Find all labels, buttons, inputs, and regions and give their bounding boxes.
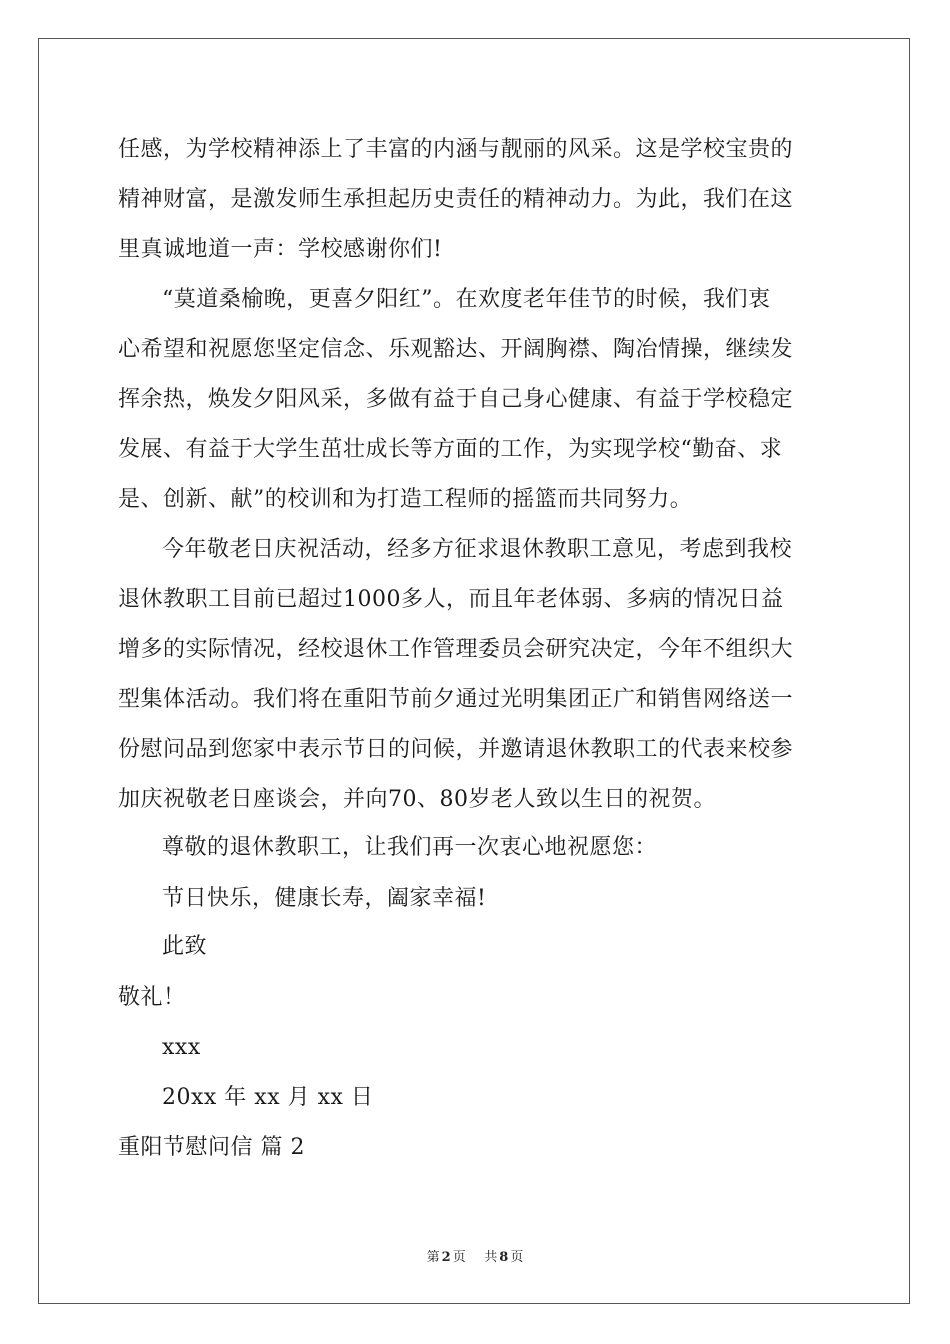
page-footer bbox=[0, 1246, 950, 1265]
body-line-13: 份慰问品到您家中表示节日的问候，并邀请退休教职工的代表来校参 bbox=[118, 737, 794, 762]
body-line-14: 加庆祝敬老日座谈会，并向70、80岁老人致以生日的祝贺。 bbox=[118, 787, 716, 812]
page-border bbox=[38, 38, 910, 1304]
body-line-6: 挥余热，焕发夕阳风采，多做有益于自己身心健康、有益于学校稳定 bbox=[118, 387, 794, 412]
footer-total-prefix: 共 bbox=[484, 1250, 498, 1265]
body-line-12: 型集体活动。我们将在重阳节前夕通过光明集团正广和销售网络送一 bbox=[118, 687, 794, 712]
body-line-9: 今年敬老日庆祝活动，经多方征求退休教职工意见，考虑到我校 bbox=[162, 537, 793, 562]
footer-page-current: 2 bbox=[441, 1250, 451, 1265]
footer-total-pages: 8 bbox=[499, 1250, 509, 1265]
signature-date: 20xx 年 xx 月 xx 日 bbox=[162, 1085, 374, 1110]
body-line-8: 是、创新、献”的校训和为打造工程师的摇篮而共同努力。 bbox=[118, 487, 693, 512]
body-line-11: 增多的实际情况，经校退休工作管理委员会研究决定，今年不组织大 bbox=[118, 637, 794, 662]
footer-total-suffix: 页 bbox=[510, 1250, 524, 1265]
footer-page-suffix: 页 bbox=[452, 1250, 466, 1265]
body-line-16: 节日快乐，健康长寿，阖家幸福! bbox=[162, 886, 487, 911]
body-line-4: “莫道桑榆晚，更喜夕阳红”。在欢度老年佳节的时候，我们衷 bbox=[162, 287, 771, 312]
section-heading: 重阳节慰问信 篇 2 bbox=[118, 1135, 305, 1160]
closing-respect: 敬礼！ bbox=[118, 985, 186, 1010]
body-line-2: 精神财富，是激发师生承担起历史责任的精神动力。为此，我们在这 bbox=[118, 187, 794, 212]
body-line-15: 尊敬的退休教职工，让我们再一次衷心地祝愿您： bbox=[162, 835, 658, 860]
closing-salutation: 此致 bbox=[162, 934, 208, 959]
body-line-5: 心希望和祝愿您坚定信念、乐观豁达、开阔胸襟、陶冶情操，继续发 bbox=[118, 337, 794, 362]
body-line-10: 退休教职工目前已超过1000多人，而且年老体弱、多病的情况日益 bbox=[118, 587, 784, 612]
footer-page-prefix: 第 bbox=[426, 1250, 440, 1265]
body-line-1: 任感，为学校精神添上了丰富的内涵与靓丽的风采。这是学校宝贵的 bbox=[118, 137, 794, 162]
signature: xxx bbox=[162, 1035, 201, 1060]
body-line-3: 里真诚地道一声：学校感谢你们! bbox=[118, 237, 443, 262]
body-line-7: 发展、有益于大学生茁壮成长等方面的工作，为实现学校“勤奋、求 bbox=[118, 437, 783, 462]
